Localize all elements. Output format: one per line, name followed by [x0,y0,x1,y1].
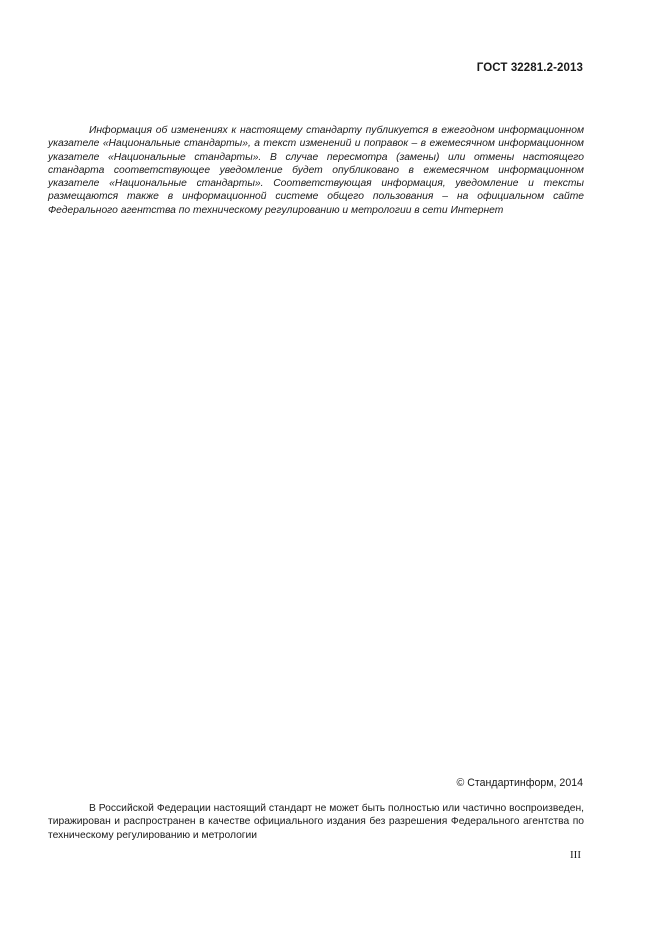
document-code-header: ГОСТ 32281.2-2013 [476,62,583,74]
reproduction-restriction-notice: В Российской Федерации настоящий стандарт не может быть полностью или частично воспроизведен, тиражирован и распространен в качестве официального издания без разрешения Федерального агентства по техническому регулированию и метрологии [48,803,584,841]
copyright-notice: © Стандартинформ, 2014 [456,777,583,789]
change-information-notice: Информация об изменениях к настоящему стандарту публикуется в ежегодном информационном указателе «Национальные стандарты», а текст изменений и поправок – в ежемесячном информационном указателе «Национальные стандарты». В случае пересмотра (замены) или отмены настоящего стандарта соответствующее уведомление будет опубликовано в ежемесячном информационном указателе «Национальные стандарты». Соответствующая информация, уведомление и тексты размещаются также в информационной системе общего пользования – на официальном сайте Федерального агентства по техническому регулированию и метрологии в сети Интернет [48,125,584,216]
page-number: III [570,849,581,861]
